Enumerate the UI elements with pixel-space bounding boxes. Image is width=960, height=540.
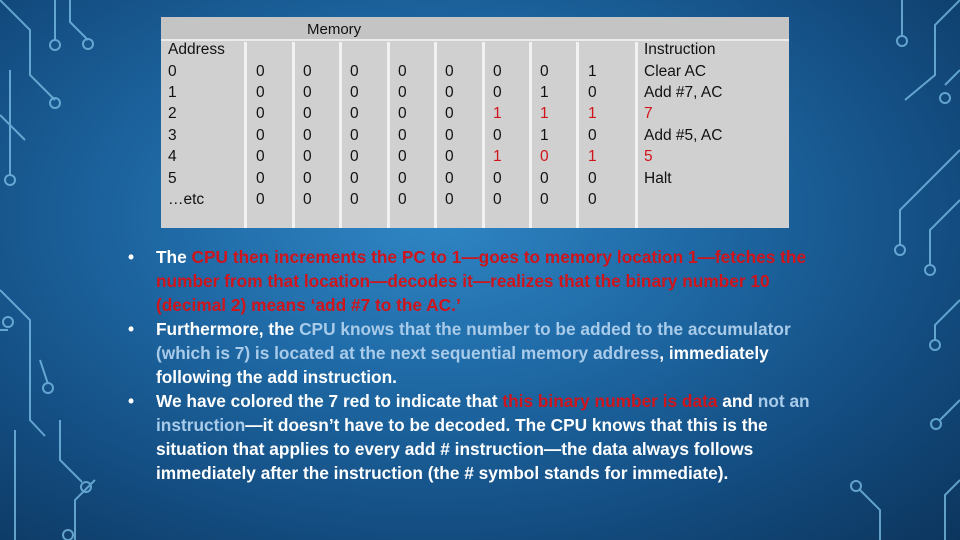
- bit-cell: 0: [445, 63, 454, 80]
- bit-cell: 0: [303, 191, 312, 208]
- bit-cell: 0: [303, 84, 312, 101]
- bit-cell: 0: [398, 170, 407, 187]
- highlight-text-blue: not an instruction: [156, 391, 810, 435]
- instruction-cell: Add #7, AC: [644, 84, 723, 101]
- bit-cell: 0: [256, 191, 265, 208]
- bit-cell: 0: [303, 127, 312, 144]
- address-cell: 5: [168, 170, 177, 187]
- bit-cell: 0: [303, 105, 312, 122]
- bit-cell: 0: [350, 148, 359, 165]
- bit-cell: 0: [398, 63, 407, 80]
- bit-cell: 1: [493, 105, 502, 122]
- address-cell: 4: [168, 148, 177, 165]
- bit-cell: 0: [540, 148, 549, 165]
- highlight-text-blue: CPU knows that the number to be added to the accumulator (which is 7) is located at the next sequential memory address: [156, 319, 791, 363]
- bit-cell: 0: [350, 127, 359, 144]
- column-divider: [339, 42, 342, 228]
- column-divider: [244, 42, 247, 228]
- bit-cell: 0: [303, 148, 312, 165]
- instruction-column-header: Instruction: [644, 41, 716, 58]
- bit-cell: 0: [350, 63, 359, 80]
- memory-table-title: Memory: [307, 21, 362, 38]
- bullet-item: [128, 389, 840, 485]
- bit-cell: 0: [493, 170, 502, 187]
- column-divider: [576, 42, 579, 228]
- bit-cell: 1: [540, 127, 549, 144]
- bit-cell: 1: [588, 63, 597, 80]
- bit-cell: 0: [350, 191, 359, 208]
- instruction-cell-data: 7: [644, 105, 653, 122]
- highlight-text-red: this binary number is data: [502, 391, 718, 411]
- column-divider: [434, 42, 437, 228]
- bit-cell: 0: [256, 105, 265, 122]
- bit-cell: 1: [588, 105, 597, 122]
- bit-cell: 1: [588, 148, 597, 165]
- bit-cell: 0: [256, 148, 265, 165]
- column-divider: [387, 42, 390, 228]
- bit-cell: 0: [350, 84, 359, 101]
- bit-cell: 0: [398, 148, 407, 165]
- bullet-text: , immediately following the add instruction.: [156, 343, 769, 387]
- bit-cell: 0: [398, 84, 407, 101]
- bullet-item: [128, 317, 840, 389]
- address-column-header: Address: [168, 41, 225, 58]
- bit-cell: 0: [493, 127, 502, 144]
- bit-cell: 0: [256, 84, 265, 101]
- bit-cell: 0: [445, 105, 454, 122]
- bit-cell: 0: [445, 170, 454, 187]
- bullet-marker: •: [128, 319, 135, 339]
- bit-cell: 0: [588, 170, 597, 187]
- bullet-text: and: [717, 391, 758, 411]
- column-divider: [292, 42, 295, 228]
- bit-cell: 0: [303, 170, 312, 187]
- bit-cell: 0: [493, 191, 502, 208]
- bit-cell: 0: [588, 84, 597, 101]
- highlight-text-red: CPU then increments the PC to 1—goes to memory location 1—fetches the number from that location—decodes it—realizes that the binary number 10 (decimal 2) means ‘add #7 to the AC.’: [156, 247, 807, 315]
- bullet-text: We have colored the 7 red to indicate that: [156, 391, 503, 411]
- address-cell: 2: [168, 105, 177, 122]
- bullet-marker: •: [128, 391, 135, 411]
- bit-cell: 0: [256, 170, 265, 187]
- bullet-marker: •: [128, 247, 135, 267]
- bullet-text: The: [156, 247, 192, 267]
- bit-cell: 0: [540, 170, 549, 187]
- column-divider: [529, 42, 532, 228]
- address-cell: …etc: [168, 191, 205, 208]
- bit-cell: 1: [540, 105, 549, 122]
- bit-cell: 1: [493, 148, 502, 165]
- bit-cell: 0: [493, 63, 502, 80]
- bit-cell: 1: [540, 84, 549, 101]
- bullet-text: —it doesn’t have to be decoded. The CPU knows that this is the situation that applies to every add # instruction—the data always follows immediately after the instruction (the # symbol stands for immediate).: [156, 415, 768, 483]
- explanation-bullets: [128, 245, 840, 485]
- bullet-text: Furthermore, the: [156, 319, 300, 339]
- memory-table: [161, 17, 789, 228]
- bit-cell: 0: [540, 191, 549, 208]
- instruction-cell: Halt: [644, 170, 672, 187]
- instruction-cell-data: 5: [644, 148, 653, 165]
- bit-cell: 0: [445, 191, 454, 208]
- column-divider: [635, 42, 638, 228]
- bit-cell: 0: [256, 63, 265, 80]
- bit-cell: 0: [256, 127, 265, 144]
- bit-cell: 0: [303, 63, 312, 80]
- bit-cell: 0: [493, 84, 502, 101]
- instruction-cell: Add #5, AC: [644, 127, 723, 144]
- bit-cell: 0: [588, 191, 597, 208]
- bit-cell: 0: [445, 84, 454, 101]
- bullet-item: [128, 245, 840, 317]
- memory-table-title-bar: [161, 17, 789, 41]
- bit-cell: 0: [350, 170, 359, 187]
- bit-cell: 0: [540, 63, 549, 80]
- bit-cell: 0: [445, 148, 454, 165]
- instruction-cell: Clear AC: [644, 63, 707, 80]
- bit-cell: 0: [350, 105, 359, 122]
- address-cell: 0: [168, 63, 177, 80]
- address-cell: 1: [168, 84, 177, 101]
- bit-cell: 0: [398, 105, 407, 122]
- bit-cell: 0: [398, 191, 407, 208]
- column-divider: [482, 42, 485, 228]
- bit-cell: 0: [398, 127, 407, 144]
- bit-cell: 0: [588, 127, 597, 144]
- bit-cell: 0: [445, 127, 454, 144]
- address-cell: 3: [168, 127, 177, 144]
